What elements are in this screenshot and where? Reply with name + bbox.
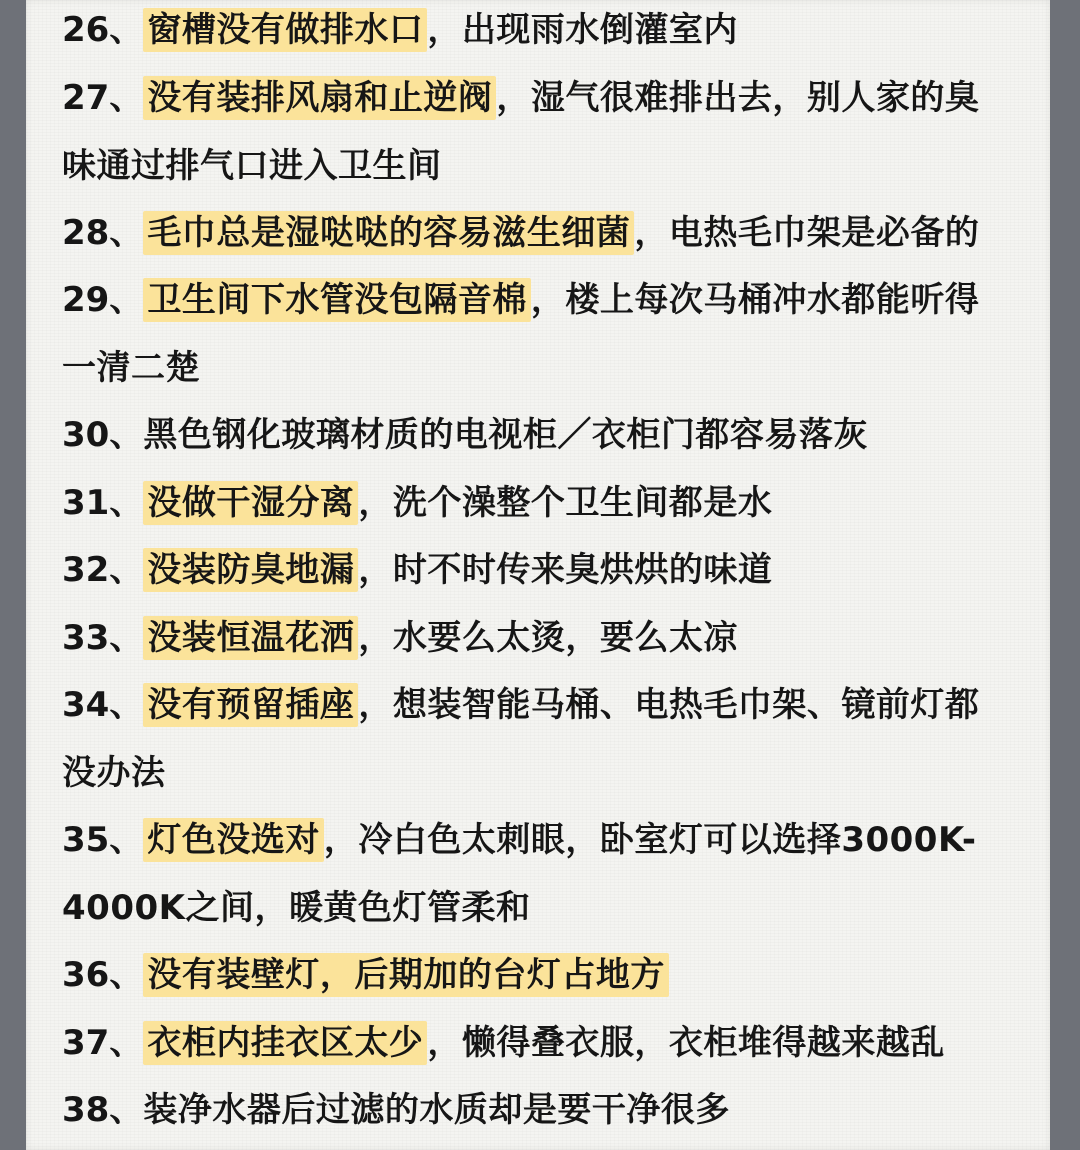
highlighted-text: 灯色没选对 <box>143 818 324 862</box>
item-number: 26、 <box>62 10 144 50</box>
highlighted-text: 卫生间下水管没包隔音棉 <box>143 278 531 322</box>
highlighted-text: 衣柜内挂衣区太少 <box>143 1021 427 1065</box>
item-text: ，时不时传来臭烘烘的味道 <box>358 550 773 590</box>
item-text: ，电热毛巾架是必备的 <box>634 213 980 253</box>
list-item-38 <box>62 1076 730 1144</box>
item-number: 34、 <box>62 685 144 725</box>
highlighted-text: 没做干湿分离 <box>143 481 358 525</box>
item-text: ，出现雨水倒灌室内 <box>427 10 738 50</box>
list-item-26 <box>62 0 738 64</box>
list-item-31 <box>62 469 772 537</box>
list-item-29 <box>62 266 979 334</box>
list-item-34 <box>62 671 979 739</box>
item-text: ，冷白色太刺眼，卧室灯可以选择3000K- <box>323 820 977 860</box>
highlighted-text: 没装恒温花洒 <box>143 616 358 660</box>
highlighted-text: 毛巾总是湿哒哒的容易滋生细菌 <box>143 211 634 255</box>
item-number: 31、 <box>62 483 144 523</box>
item-number: 38、 <box>62 1090 144 1130</box>
list-item-28 <box>62 199 979 267</box>
highlighted-text: 没有预留插座 <box>143 683 358 727</box>
item-number: 29、 <box>62 280 144 320</box>
list-item-35-continued: 4000K之间，暖黄色灯管柔和 <box>62 888 531 928</box>
highlighted-text: 窗槽没有做排水口 <box>143 8 427 52</box>
item-text: ，湿气很难排出去，别人家的臭 <box>496 78 980 118</box>
item-text: 装净水器后过滤的水质却是要干净很多 <box>143 1090 730 1130</box>
highlighted-text: 没有装壁灯，后期加的台灯占地方 <box>143 953 669 997</box>
highlighted-text: 没装防臭地漏 <box>143 548 358 592</box>
item-number: 30、 <box>62 415 144 455</box>
list-item-27 <box>62 64 979 132</box>
item-text: ，楼上每次马桶冲水都能听得 <box>530 280 980 320</box>
highlighted-text: 没有装排风扇和止逆阀 <box>143 76 496 120</box>
item-number: 32、 <box>62 550 144 590</box>
item-number: 33、 <box>62 618 144 658</box>
list-item-29-continued: 一清二楚 <box>62 348 200 388</box>
list-item-30 <box>62 401 868 469</box>
item-text: ，水要么太烫，要么太凉 <box>358 618 738 658</box>
list-item-37 <box>62 1009 945 1077</box>
item-text: ，想装智能马桶、电热毛巾架、镜前灯都 <box>358 685 980 725</box>
item-text: ，洗个澡整个卫生间都是水 <box>358 483 773 523</box>
item-number: 36、 <box>62 955 144 995</box>
list-item-36 <box>62 941 669 1009</box>
list-item-32 <box>62 536 772 604</box>
item-text: 黑色钢化玻璃材质的电视柜／衣柜门都容易落灰 <box>143 415 868 455</box>
item-number: 27、 <box>62 78 144 118</box>
list-item-35 <box>62 806 976 874</box>
list-item-33 <box>62 604 738 672</box>
list-item-34-continued: 没办法 <box>62 753 166 793</box>
item-number: 28、 <box>62 213 144 253</box>
item-number: 37、 <box>62 1023 144 1063</box>
item-number: 35、 <box>62 820 144 860</box>
item-text: ，懒得叠衣服，衣柜堆得越来越乱 <box>427 1023 945 1063</box>
list-item-27-continued: 味通过排气口进入卫生间 <box>62 146 442 186</box>
